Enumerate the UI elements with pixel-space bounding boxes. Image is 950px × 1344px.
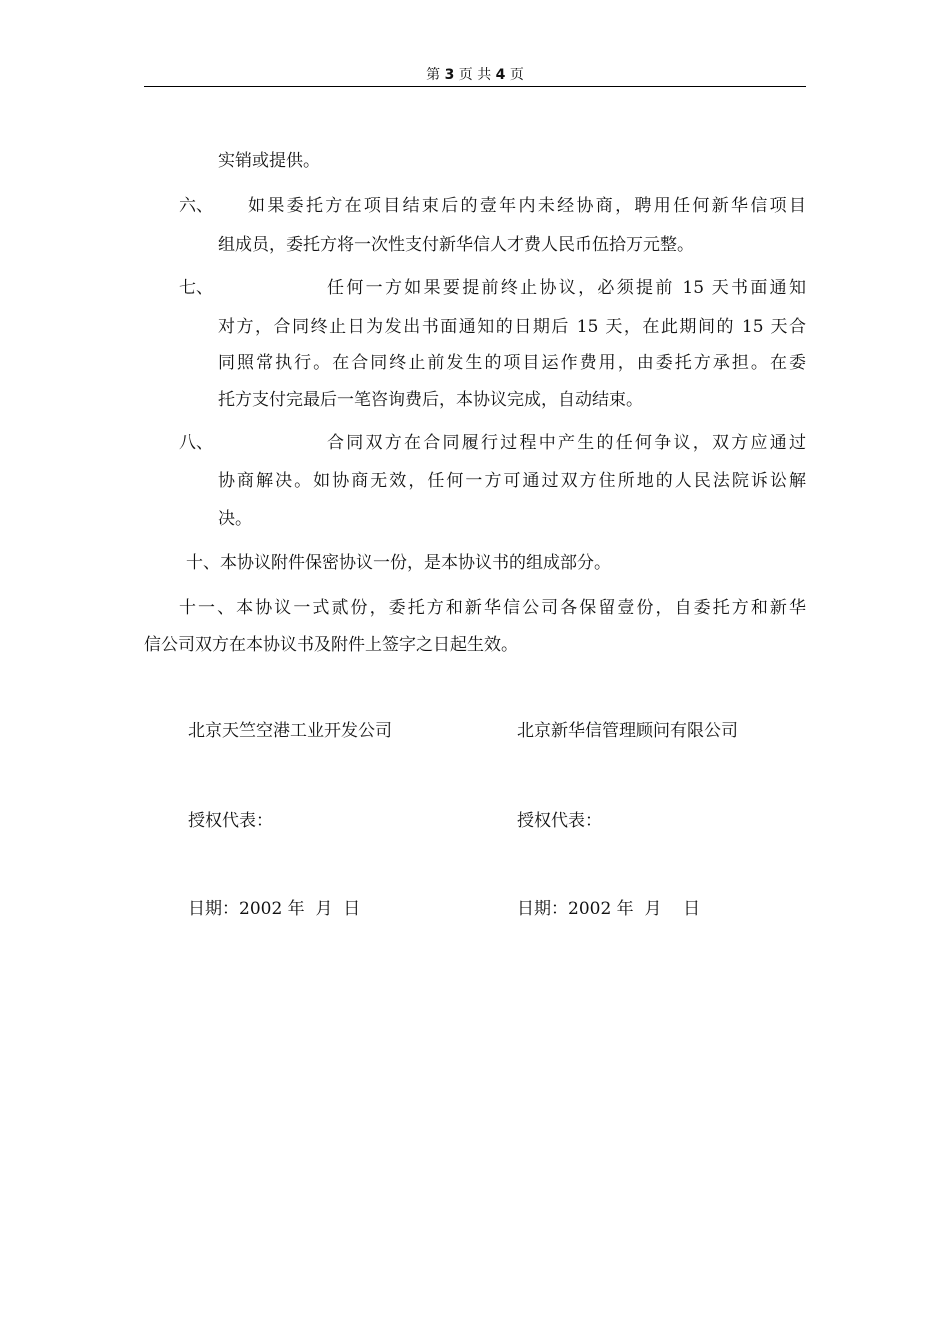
page-suffix: 页	[509, 67, 524, 83]
left-company-name: 北京天竺空港工业开发公司	[188, 721, 392, 741]
page-total: 4	[495, 67, 506, 83]
clause11-line1: 十一、本协议一式贰份，委托方和新华信公司各保留壹份，自委托方和新华	[179, 598, 806, 618]
clause6-line1: 如果委托方在项目结束后的壹年内未经协商，聘用任何新华信项目	[248, 196, 806, 216]
continuation-text: 实销或提供。	[218, 151, 320, 171]
clause7-line1: 任何一方如果要提前终止协议，必须提前 15 天书面通知	[327, 278, 806, 298]
left-authorized-rep: 授权代表：	[188, 811, 273, 831]
clause6-line2: 组成员，委托方将一次性支付新华信人才费人民币伍拾万元整。	[218, 235, 694, 255]
clause8-marker: 八、	[179, 433, 213, 453]
clause7-line2: 对方，合同终止日为发出书面通知的日期后 15 天，在此期间的 15 天合	[218, 317, 806, 337]
clause6-marker: 六、	[179, 196, 213, 216]
left-date: 日期：2002 年 月 日	[188, 899, 361, 919]
right-company-name: 北京新华信管理顾问有限公司	[517, 721, 738, 741]
page-header	[144, 66, 806, 84]
clause7-line3: 同照常执行。在合同终止前发生的项目运作费用，由委托方承担。在委	[218, 353, 806, 373]
clause8-line3: 决。	[218, 509, 252, 529]
page-mid: 页 共	[458, 67, 492, 83]
right-date: 日期：2002 年 月 日	[517, 899, 701, 919]
page-prefix: 第	[426, 67, 441, 83]
clause8-line1: 合同双方在合同履行过程中产生的任何争议，双方应通过	[327, 433, 806, 453]
clause10-text: 十、本协议附件保密协议一份，是本协议书的组成部分。	[186, 553, 611, 573]
clause8-line2: 协商解决。如协商无效，任何一方可通过双方住所地的人民法院诉讼解	[218, 471, 806, 491]
right-authorized-rep: 授权代表：	[517, 811, 602, 831]
clause7-line4: 托方支付完最后一笔咨询费后，本协议完成，自动结束。	[218, 390, 643, 410]
clause7-marker: 七、	[179, 278, 213, 298]
clause11-line2: 信公司双方在本协议书及附件上签字之日起生效。	[144, 635, 518, 655]
header-rule	[144, 86, 806, 87]
page-current: 3	[444, 67, 455, 83]
